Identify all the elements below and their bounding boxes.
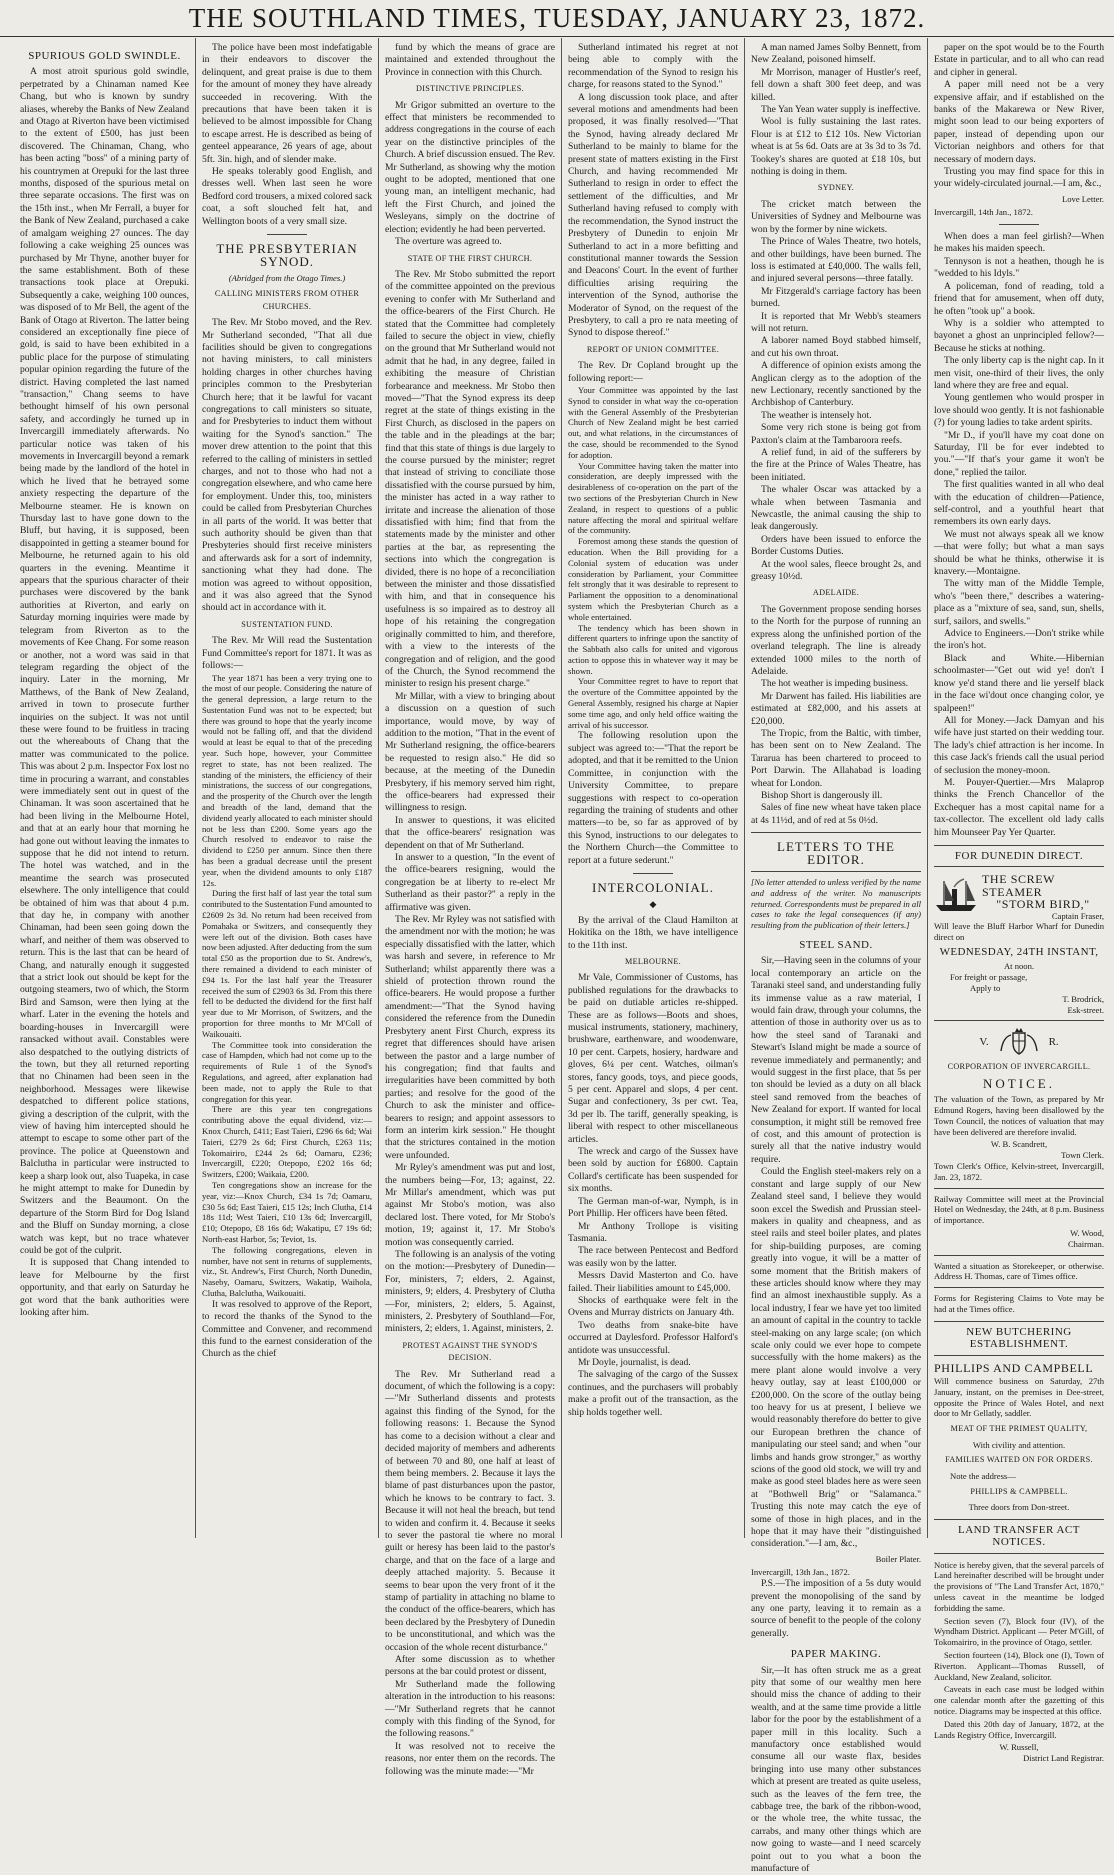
section-heading: LETTERS TO THE EDITOR.	[777, 839, 895, 867]
ad-body: The valuation of the Town, as prepared by Mr Edmund Rogers, having been disallowed by the Town Council, the notices of valuation that may have been delivered are therefore invalid.	[934, 1094, 1104, 1137]
news-item: Mr Darwent has failed. His liabilities are estimated at £82,000, and his assets at £20,000.	[751, 690, 921, 727]
masthead	[0, 0, 1114, 37]
divider	[934, 1020, 1104, 1021]
ad-signer-title: District Land Registrar.	[1023, 1753, 1104, 1764]
ad-signer: W. Wood,	[1070, 1227, 1104, 1238]
ad-land	[934, 1560, 1104, 1764]
section-subheading: PROTEST AGAINST THE SYNOD'S DECISION.	[402, 1340, 538, 1363]
article-paragraph: fund by which the means of grace are maintained and extended throughout the Province in connection with this Church.	[385, 42, 555, 78]
news-item: The Government propose sending horses to the North for the purpose of running an express along the unfinished portion of the overland telegraph. The line is already extended 1000 miles to the north of Adelaide.	[751, 603, 921, 677]
letter-paragraph: Sir,—Having seen in the columns of your local contemporary an article on the Taranaki steel sand, and understanding fully its immense value as a raw material, I would fain draw, through your columns, the attention of those in authority over us as to how the steel sand of Taranaki and Stewart's Island might be made a source of revenue immediately and permanently; and would suggest in the first place, that 5s per ton should be levied as a duty on all black steel sand removed from the beaches of New Zealand for export. If wanted for local consumption, it might still be removed free of cost, and this amount of protection is surely all that the native industry would require.	[751, 955, 921, 1165]
news-item: Mr Doyle, journalist, is dead.	[578, 1356, 691, 1368]
coat-of-arms-icon	[997, 1027, 1041, 1057]
ad-time: At noon.	[1003, 961, 1035, 972]
news-item: Mr Vale, Commissioner of Customs, has published regulations for the drawbacks to be paid on dutiable articles re-shipped. These are as follows—Boots and shoes, musical instruments, stationery, machinery, brushware, earthenware, and woodenware, 10 per cent. Carpets, hosiery, hardware and gloves, 6¼ per cent. Watches, oilman's stores, fancy goods, toys, and piece goods, 5 per cent. Apparel and slops, 4 per cent. Sugar and confectionery, 3s per cwt. Tea, 3d per lb. The tariff, generally speaking, is liberal with respect to other miscellaneous articles.	[568, 972, 738, 1145]
news-item: Mr Fitzgerald's carriage factory has been burned.	[751, 285, 921, 310]
article-paragraph: It was resolved to approve of the Report, to record the thanks of the Synod to the Committee and Convener, and recommend this fund to the earnest consideration of the Church as the chief	[202, 1298, 372, 1360]
report-paragraph: Your Committee was appointed by the last Synod to consider in what way the co-operation with the General Assembly of the Presbyterian Church of New Zealand might be best carried out, and what relations, in the circumstances of the case, should be recommended to the Synod for adoption.	[568, 384, 738, 460]
paragraph-joke: All for Money.—Jack Damyan and his wife have just started on their wedding tour. The lady's chief attraction is her income. In this case Jack's friends call the usual period of seclusion the money-moon.	[934, 714, 1104, 776]
article-paragraph: It was resolved not to receive the reasons, nor enter them on the records. The following was the minute made:—"Mr	[385, 1740, 555, 1777]
news-item: The hot weather is impeding business.	[761, 678, 909, 690]
article-paragraph: In answer to questions, it was elicited that the office-bearers' resignation was dependent on that of Mr Sutherland.	[385, 814, 555, 851]
ad-agent-address: Esk-street.	[1067, 1004, 1104, 1015]
ad-name: PHILLIPS & CAMPBELL.	[970, 1486, 1068, 1496]
news-item: Mr Anthony Trollope is visiting Tasmania.	[568, 1220, 738, 1244]
ad-body: Railway Committee will meet at the Provincial Hotel on Wednesday, the 24th, at 8 p.m. Business of importance.	[934, 1193, 1104, 1226]
ad-line: FAMILIES WAITED ON FOR ORDERS.	[945, 1455, 1093, 1465]
masthead-title: THE SOUTHLAND TIMES, TUESDAY, JANUARY 23, 1872.	[188, 2, 926, 33]
letter-dateline: Invercargill, 14th Jan., 1872.	[934, 207, 1033, 218]
article-paragraph: Mr Millar, with a view to bringing about a discussion on a question of such importance, would move, by way of addition to the motion, "That in the event of Mr Sutherland resigning, the office-bearers be requested to resign also." He did so because, at the meeting of the Dunedin Presbytery, if his memory served him right, the office-bearers had expressed their willingness to resign.	[385, 690, 555, 814]
news-item: Some very rich stone is being got from Paxton's claim at the Tambaroora reefs.	[751, 422, 921, 446]
section-subheading: CALLING MINISTERS FROM OTHER CHURCHES.	[214, 289, 360, 311]
crest-letter: R.	[1048, 1036, 1059, 1049]
ad-body: Will commence business on Saturday, 27th January, instant, on the premises in Dee-street, opposite the Prince of Wales Hotel, and next door to Mr Gellatly, saddler.	[934, 1375, 1104, 1419]
paragraph-joke: The first qualities wanted in all who deal with the education of children—Patience, self-control, and a youthful heart that remembers its own early days.	[934, 479, 1104, 528]
news-item: The whaler Oscar was attacked by a whale when between Tasmania and Newcastle, the animal causing the ship to leak dangerously.	[751, 484, 921, 533]
article-paragraph: The Rev. Mr Stobo submitted the report of the committee appointed on the previous evening to confer with Mr Sutherland and the office-bearers of the First Church. He stated that the Committee had completely failed to secure the object in view, chiefly on the ground that Mr Sutherland would not admit that he had, in any degree, failed in exhibiting the measure of Christian forbearance and meekness. Mr Stobo then moved—"That the Synod express its deep regret at the state of things existing in the First Church, as disclosed in the papers on the table and in the pleadings at the bar; find that this state of things is due largely to the course pursued by the minister; regret that instead of striving to conciliate those dissatisfied with the course pursued by him, the minister has acted in a way rather to irritate and increase the alienation of those dissatisfied with him; find that from the statements made by the minister and other parties at the bar, as representing the sections into which the congregation is divided, there is no hope of a reconciliation between the minister and those dissatisfied with him, and that in consequence his usefulness is so impaired as to destroy all hope of his retaining the congregation originally committed to him, and therefore, with a view to the interests of the congregation and of religion, and the good of the Church, the Synod recommend the minister to resign his present charge."	[385, 268, 555, 690]
paragraph-joke: The only liberty cap is the night cap. In it men visit, one-third of their lives, the only land where they are free and equal.	[934, 355, 1104, 391]
ad-butchering	[934, 1362, 1104, 1513]
paragraph-joke: A policeman, fond of reading, told a friend that for amusement, when off duty, he often "took up" a book.	[934, 280, 1104, 317]
ad-title: PHILLIPS AND CAMPBELL	[934, 1360, 1094, 1375]
article-heading: SPURIOUS GOLD SWINDLE.	[28, 50, 181, 62]
ad-railway	[934, 1194, 1104, 1250]
news-item: It is reported that Mr Webb's steamers will not return.	[751, 310, 921, 334]
ship-captain: Captain Fraser,	[1051, 910, 1104, 921]
ad-dunedin	[934, 873, 1104, 1015]
column-4	[562, 40, 744, 1536]
article-paragraph: The Rev. Mr Will read the Sustentation Fund Committee's report for 1871. It was as follows:—	[202, 635, 372, 672]
news-item: Sales of fine new wheat have taken place at 4s 11½d, and of red at 5s 0½d.	[751, 802, 921, 826]
article-paragraph: By the arrival of the Claud Hamilton at Hokitika on the 18th, we have intelligence to the 11th inst.	[568, 914, 738, 951]
letter-paragraph: A paper mill need not be a very expensive affair, and if established on the banks of the Makarewa or New River, might soon lead to our being exporters of paper, instead of depending upon our Victorian neighbors and others for that necessary of modern days.	[934, 79, 1104, 165]
news-item: A relief fund, in aid of the sufferers by the fire at the Prince of Wales Theatre, has been initiated.	[751, 447, 921, 483]
paragraph-joke: Black and White.—Hibernian schoolmaster—"Get out wid ye! don't I know ye'd stand there and lie yerself black in the face wi'dout once changing color, ye spalpeen!"	[934, 652, 1104, 714]
article-paragraph: He speaks tolerably good English, and dresses well. When last seen he wore Bedford cord trousers, a mixed colored sack coat, a soft slouched felt hat, and Wellington boots of a very small size.	[202, 166, 372, 227]
notice-title: NOTICE.	[983, 1075, 1055, 1091]
article-paragraph: The police have been most indefatigable in their endeavors to discover the delinquent, and great praise is due to them for the amount of money they have already succeeded in recovering. With the precautions that have been taken it is believed to be almost impossible for Chang to escape arrest. He is described as being of genteel appearance, 26 years of age, about 5ft. 3in. high, and of slender make.	[202, 42, 372, 165]
report-paragraph: The Committee took into consideration the case of Hampden, which had not come up to the requirements of Rule 1 of the Synod's Regulations, and agreed, after explanation had been made, not to apply the Rule to that congregation for this year.	[202, 1039, 372, 1104]
news-item: The race between Pentecost and Bedford was easily won by the latter.	[568, 1245, 738, 1269]
dateline-label: ADELAIDE.	[812, 588, 860, 598]
ad-address: Three doors from Don-street.	[968, 1501, 1070, 1512]
section-subheading: DISTINCTIVE PRINCIPLES.	[416, 84, 524, 94]
section-subheading: SUSTENTATION FUND.	[241, 619, 333, 629]
ad-date: WEDNESDAY, 24TH INSTANT,	[939, 946, 1099, 958]
news-item: The Tropic, from the Baltic, with timber, has been sent on to New Zealand. The Tararua has been chartered to proceed to Port Darwin. The Allahabad is loading wheat for London.	[751, 727, 921, 789]
ad-signer: W. B. Scandrett,	[990, 1139, 1048, 1150]
letter-paragraph: Trusting you may find space for this in your widely-circulated journal.—I am, &c.,	[934, 166, 1104, 190]
article-paragraph: The Rev. Mr Sutherland read a document, of which the following is a copy:—"Mr Sutherland dissents and protests against this finding of the Synod, for the following reasons: 1. Because the Synod has come to a decision without a clear and decided majority of members and adherents of between 70 and 80, one half at least of them being members. 2. Because it lays the blame of past disturbances upon the pastor, which he knows to be contrary to fact. 3. Because it will not heal the breach, but tend to widen and confirm it. 4. Because it seeks to sever the pastoral tie where no moral guilt or heresy has been laid to the pastor's charge, and that on the face of a large and deeply attached majority. 5. Because it seems to bear upon the very front of it the stamp of partiality in attaching no blame to the conduct of the office-bearers, which has been declared by the Presbytery of Dunedin to be unconstitutional, and which was the occasion of the whole recent disturbance."	[385, 1368, 555, 1653]
royal-crest	[934, 1027, 1104, 1057]
article-heading: INTERCOLONIAL.	[592, 879, 714, 895]
letter-heading: STEEL SAND.	[799, 938, 873, 951]
ad-line: Note the address—	[950, 1470, 1016, 1481]
news-item: Two deaths from snake-bite have occurred at Daylesford. Professor Halford's antidote was unsuccessful.	[568, 1319, 738, 1356]
editorial-note: [No letter attended to unless verified by the name and address of the writer. No manuscripts returned. Correspondents must be prepared in all cases to take the legal consequences (if any) resulting from the publication of their letters.]	[751, 877, 921, 931]
article-paragraph: After some discussion as to whether persons at the bar could protest or dissent,	[385, 1654, 555, 1678]
letter-paragraph: Could the English steel-makers rely on a constant and large supply of our New Zealand steel sand, I believe they would soon excel the Swedish and Prussian steel-makers in quality and cheapness, and as steel rails and steel boiler plates, and plates for ship-building purposes, are coming greatly into vogue, it will be a matter of some moment that the British makers of these articles should know where they may find an almost inexhaustible supply. As a local industry, I fear we have yet too limited an amount of capital in the country to tackle steel-making on any large scale; (on which scale only could we ever hope to compete successfully with the home makers) as the mere plant alone would involve a very heavy outlay, say at least £100,000 or £200,000. On the score of the outlay being too heavy for us at present, I believe we would reasonably therefore do better to give our European brethren the chance of manipulating our steel sand; and when "our limbs and hands grow stronger," as worthy scions of the good old stock, we will try and make as good steel blades here as were seen at "Bothwell Brig" or "Salamanca." Trusting this note may catch the eye of some of those in high places, and in the hope that it may have their "distinguished consideration."—I am, &c.,	[751, 1166, 921, 1550]
paragraph-joke: When does a man feel girlish?—When he makes his maiden speech.	[934, 231, 1104, 255]
article-paragraph: The Rev. Mr Ryley was not satisfied with the amendment nor with the motion; he was especially dissatisfied with the latter, which was harsh and severe, in reference to Mr Sutherland; whilst apparently there was a shield of protection thrown round the office-bearers. He would propose a further amendment:—"That the Synod having considered the reference from the Dunedin Presbytery anent First Church, express its regret that differences should have arisen between the pastor and a large number of his congregation; find that faults and irregularities have been committed by both parties; and resolve for the good of the Church to ask the minister and office-bearers to resign; and appoint assessors to form an interim kirk session." He thought that the strictures contained in the motion were unfounded.	[385, 914, 555, 1161]
ad-header: LAND TRANSFER ACT NOTICES.	[934, 1519, 1104, 1554]
article-paragraph: Sutherland intimated his regret at not being able to comply with the recommendation of the Synod to resign his charge, for reasons stated to the Synod."	[568, 42, 738, 91]
article-heading: THE PRESBYTERIAN SYNOD.	[216, 241, 358, 269]
letter-paragraph: Sir,—It has often struck me as a great pity that some of our wealthy men here should miss the chance of adding to their wealth, and at the same time provide a little labor for the poor by the establishment of a paper mill in this locality. Such a manufactory once established would consume all our waste flax, besides bringing into use many other substances which at present are treated as quite useless, such as the leaves of the fern tree, the cabbage tree, the bark of the ribbon-wood, or the whole tree, the white tussac, the carrabs, and many other things which are now going to waste—and I need scarcely point out to you what a boon the manufacture of	[751, 1664, 921, 1875]
news-item: Wool is fully sustaining the last rates. Flour is at £12 to £12 10s. New Victorian wheat is at 5s 6d. Oats are at 3s 3d to 3s 7d. Tookey's shares are quoted at £18 10s, but nothing is doing in them.	[751, 116, 921, 178]
paragraph-joke: Why is a soldier who attempted to bayonet a ghost an unprincipled fellow?—Because he sticks at nothing.	[934, 317, 1104, 354]
ad-agent: T. Brodrick,	[1062, 993, 1104, 1004]
news-item: At the wool sales, fleece brought 2s, and greasy 10½d.	[751, 558, 921, 583]
divider	[267, 234, 307, 235]
article-paragraph: The following resolution upon the subject was agreed to:—"That the report be adopted, and that it be remitted to the Union Committee, in conjunction with the University Committee, to prepare suggestions with respect to co-operation regarding the training of students and other matters—to be, so far as approved of by this Synod, instructions to our delegates to the Northern Church—the Committee to report at a future sederunt."	[568, 730, 738, 866]
paragraph-joke: The witty man of the Middle Temple, who's "been there," describes a watering-place as a "mixture of sea, sand, sun, shells, surf, sailors, and swells."	[934, 578, 1104, 627]
column-5	[745, 40, 927, 1875]
column-3	[379, 40, 561, 1777]
news-item: A man named James Solby Bennett, from New Zealand, poisoned himself.	[751, 42, 921, 66]
letter-signature: Boiler Plater.	[875, 1553, 921, 1564]
article-paragraph: The following is an analysis of the voting on the motion:—Presbytery of Dunedin—For, ministers, 7; elders, 2. Against, ministers, 9; elders, 4. Presbytery of Clutha—For, ministers, 2; elders, 5. Against, ministers, 2. Presbytery of Southland—For, ministers, 2; elders, 1. Against, ministers, 2.	[385, 1249, 555, 1335]
report-paragraph: Your Committee regret to have to report that the overture of the Committee appointed by the General Assembly, resigned his charge at Napier some time ago, and only held office waiting the arrival of his successor.	[568, 676, 738, 730]
ad-body: Will leave the Bluff Harbor Wharf for Dunedin direct on	[934, 921, 1104, 943]
column-6	[928, 40, 1110, 1764]
article-paragraph: The Rev. Mr Stobo moved, and the Rev. Mr Sutherland seconded, "That all due facilities should be given to congregations not having ministers, to call ministers holding charges in other churches having principles common to the Presbyterian Church here; that it be lawful for vacant congregations to call ministers so situate, and for Presbyteries to induct them without waiting for the Synod's sanction." The mover drew attention to the point that this referred to the calling of ministers in settled charges, and not to those who had not a congregation elsewhere, and who came here for employment. Under this, too, ministers could be called from Presbyterian Churches in all parts of the world. It was better that such authority should be given than that Presbyteries should first receive ministers and afterwards ask for a sort of indemnity, sanctioning what they had done. The motion was agreed to without opposition, and it was also agreed that the Synod should act in accordance with it.	[202, 317, 372, 614]
ad-signer-title: Town Clerk.	[1061, 1150, 1104, 1161]
news-item: A difference of opinion exists among the Anglican clergy as to the adoption of the new Lectionary, recently sanctioned by the Archbishop of Canterbury.	[751, 360, 921, 409]
dateline-label: SYDNEY.	[817, 183, 855, 193]
section-subheading: STATE OF THE FIRST CHURCH.	[407, 253, 533, 263]
news-item: A laborer named Boyd stabbed himself, and cut his own throat.	[751, 335, 921, 359]
ornament-icon: ◆	[649, 899, 657, 910]
report-paragraph: The year 1871 has been a very trying one to the most of our people. Considering the nature of the general depression, a large return to the Sustentation Fund was not to be expected; but there was ground to hope that the yearly income would not be falling off, and that the dividend would at least be equal to that of the preceding year. Such hope, however, your Committee regret to state, has not been realized. The standing of the ministers, the efficiency of their ministrations, the success of our congregations, and the prosperity of the Church over the length and breadth of the land, demand that the dividend yearly allocated to each minister should not be less than £200. Some years ago the Church resolved to endeavor to raise the dividend to £250 per annum. Since then there has been a gradual decrease until the present year, when the dividend amounts to only £187 12s.	[202, 672, 372, 888]
letter-postscript: P.S.—The imposition of a 5s duty would prevent the monopolising of the sand by any one party, leaving it to remain as a source of benefit to the people of the colony generally.	[751, 1578, 921, 1639]
report-paragraph: The following congregations, eleven in number, have not sent in returns of supplements, viz., St. Andrew's, First Church, North Dunedin, Naseby, Oamaru, Switzers, Wakatip, Waihola, Clutha, Balclutha, Waikouaiti.	[202, 1244, 372, 1298]
ad-forms: Forms for Registering Claims to Vote may be had at the Times office.	[934, 1293, 1104, 1314]
ad-corporation	[934, 1027, 1104, 1182]
ad-signer: W. Russell,	[999, 1742, 1039, 1753]
ad-header: NEW BUTCHERING ESTABLISHMENT.	[934, 1321, 1104, 1356]
ad-section: Section fourteen (14), Block one (I), Town of Riverton. Applicant—Thomas Russell, of Auckland, New Zealand, solicitor.	[934, 1649, 1104, 1682]
ad-section: Caveats in each case must be lodged within one calendar month after the gazetting of this notice. Diagrams may be inspected at this office.	[934, 1684, 1104, 1716]
paragraph-joke: Tennyson is not a heathen, though he is "wedded to his Idyls."	[934, 255, 1104, 280]
paragraph-joke: We must not always speak all we know—that were folly; but what a man says should be what he thinks, otherwise it is knavery.—Montaigne.	[934, 528, 1104, 578]
ad-apply: Apply to	[970, 983, 1001, 993]
article-paragraph: A most atroit spurious gold swindle, perpetrated by a Chinaman named Kee Chang, but who is known by sundry aliases, whereby the Banks of New Zealand and Otago at Riverton have been victimised to the extent of £500, has just been discovered. The Chinaman, Chang, who has been acting "boss" of a mining party of his countrymen at Orepuki for the last three months, disposed of the spurious metal on three separate occasions. The first was on the 15th inst., when Mr Ferrall, a buyer for the Bank of New Zealand, purchased a cake of amalgam weighing 27 ounces. The day following a cake weighing 25 ounces was purchased by Mr Thyne, another buyer for the same establishment. Both of these transactions took place at Orepuki. Subsequently a cake, weighing 100 ounces, was disposed of to Mr Bell, the agent of the Bank of Otago at Riverton. The latter being considered an exceptionally fine piece of gold, is said to have been exhibited in a public place for the purpose of stimulating popular opinion regarding the future of the district. Having completed the last named "transaction," Chang seems to have bethought himself of his own personal safety, and accordingly he turned up in Invercargill immediately afterwards. No particular notice was taken of his movements in Invercargill beyond a remark being made by the landlord of the hotel in which he lived that he betrayed some anxiety respecting the departure of the Melbourne steamer. He is known on Thursday last to have gone down to the Bluff, but having, it is supposed, been disappointed in getting a steamer bound for Melbourne, he returned again to his old quarters in the evening. Meantime it appears that the spurious character of their purchases were discovered by the bank authorities at Riverton, and early on Saturday morning inquiries were made by telegram from Riverton as to the movements of Kee Chang. For some reason or another, not a word was said in that telegram regarding the object of the inquiry. Later in the morning, Mr Matthews, of the Bank of New Zealand, arrived in town to prosecute further inquiries on the subject. It was not until these were found to be fruitless in tracing out the whereabouts of Chang that the matter was communicated to the police. This was about 2 p.m. Inspector Fox lost no time in procuring a warrant, and constables were immediately sent out in quest of the Chinaman. It was soon ascertained that he had been living in the Melbourne Hotel, and that at an early hour that morning he had gone out without leaving the inmates to suppose that he did not intend to return. The hotel was watched, and in the meantime the search was prosecuted elsewhere. The only intelligence that could be obtained of him was that about 4 p.m. that day he, in company with another Chinaman, had been seen going down the wharf, and neither of them was observed to return. This is the last that can be heard of Chang, and naturally enough it suggested that a strict look out should be kept for the outgoing steamers, two of which, the Storm Bird and Samson, were then lying at the wharf. Later in the evening the hotels and boarding-houses in Invercargill were ransacked without avail. Constables were also despatched to the outlying districts of the town, but they all returned reporting that no Chinamen had been seen in the neighborhood. Messages were likewise despatched to different police stations, giving a description of the culprit, with the view of having him intercepted should he attempt to escape to some other part of the province. The police at Queenstown and Balclutha in particular were instructed to keep a sharp look out, also Tuapeka, in case he might attempt to make for Dunedin by Switzers and the Beaumont. On the departure of the Storm Bird for Dog Island and the Bluff on Sunday morning, a close watch was kept, but no trace whatever could be got of the culprit.	[20, 66, 189, 1256]
divider	[751, 832, 921, 833]
ad-header: FOR DUNEDIN DIRECT.	[934, 845, 1104, 867]
section-subheading: REPORT OF UNION COMMITTEE.	[586, 344, 720, 354]
divider	[934, 1287, 1104, 1288]
paragraph-joke: M. Pouyer-Quertier.—Mrs Malaprop thinks the French Chancellor of the Exchequer has a most capital name for a tax-collector. The excellent old lady calls him Mounseer Pay Yer Quarter.	[934, 776, 1104, 838]
report-paragraph: Your Committee having taken the matter into consideration, are deeply impressed with the desirableness of co-operation on the part of the two sections of the Presbyterian Church in New Zealand, in respect to questions of a public nature affecting the moral and spiritual welfare of the community.	[568, 460, 738, 536]
article-source: (Abridged from the Otago Times.)	[228, 272, 346, 283]
column-1	[14, 40, 195, 1536]
article-paragraph: Mr Ryley's amendment was put and lost, the numbers being—For, 13; against, 22. Mr Millar's amendment, which was put against Mr Stobo's motion, was also declared lost. There voted, for Mr Stobo's motion, 19; against it, 17. Mr Stobo's motion was consequently carried.	[385, 1162, 555, 1248]
report-paragraph: Foremost among these stands the question of education. When the Bill providing for a Colonial system of education was under consideration by Parliament, your Committee felt strongly that it was desirable to represent to Parliament the opposition to a denominational system which the Presbyterian Church as a whole entertained.	[568, 536, 738, 622]
news-item: Mr Morrison, manager of Hustler's reef, fell down a shaft 300 feet deep, and was killed.	[751, 66, 921, 103]
letter-paragraph: paper on the spot would be to the Fourth Estate in particular, and to all who can read and cipher in general.	[934, 42, 1104, 78]
report-paragraph: The tendency which has been shown in different quarters to infringe upon the sanctity of the Sabbath also calls for united and vigorous action to oppose this in whatever way it may be shown.	[568, 622, 738, 676]
article-paragraph: The overture was agreed to.	[395, 236, 502, 248]
ad-title: CORPORATION OF INVERCARGILL.	[947, 1062, 1091, 1072]
dateline-label: MELBOURNE.	[625, 956, 681, 966]
article-paragraph: It is supposed that Chang intended to leave for Melbourne by the first opportunity, and that early on Saturday he got word that the bank authorities were looking after him.	[20, 1257, 189, 1319]
paragraph-joke: Young gentlemen who would prosper in love should woo gently. It is not fashionable (?) for young ladies to take ardent spirits.	[934, 392, 1104, 429]
news-item: The salvaging of the cargo of the Sussex continues, and the purchasers will probably make a profit out of the transaction, as the ship holds together well.	[568, 1369, 738, 1418]
report-paragraph: There are this year ten congregations contributing above the equal dividend, viz:—Knox Church, £411; East Taieri, £296 6s 6d; Wai Taieri, £279 2s 6d; First Church, £263 11s; Tokomairiro, £244 2s 6d; Oamaru, £236; Invercargill, £220; Otepopo, £202 16s 6d; Switzers, £200; Waikaia, £200.	[202, 1104, 372, 1180]
paragraph-joke: "Mr D., if you'll have my coat done on Saturday, I'll be for ever indebted to you."—"If that's your game it won't be done," replied the tailor.	[934, 429, 1104, 478]
ad-dated: Dated this 20th day of January, 1872, at the Lands Registry Office, Invercargill.	[934, 1718, 1104, 1740]
letter-dateline: Invercargill, 13th Jan., 1872.	[751, 1567, 850, 1578]
article-paragraph: A long discussion took place, and after several motions and amendments had been proposed, it was finally resolved—"That the Synod, having already declared Mr Sutherland to be mainly to blame for the present state of matters existing in the First Church, and having recommended Mr Sutherland to resign in order to effect the settlement of the difficulties, and Mr Sutherland having refused to comply with the recommendation, the Synod instruct the Presbytery of Dunedin to enjoin Mr Sutherland to act in a more befitting and constitutional manner towards the Session and Deacons' Court. In the event of further difficulties arising requiring the intervention of the Synod, authorise the Moderator of Synod, on the request of the Presbytery, to call a pro re nata meeting of Synod to dispose thereof."	[568, 91, 738, 339]
news-item: Shocks of earthquake were felt in the Ovens and Murray districts on January 4th.	[568, 1294, 738, 1319]
letter-signature: Love Letter.	[1062, 193, 1104, 204]
ad-apply: For freight or passage,	[950, 972, 1028, 983]
news-item: The weather is intensely hot.	[761, 409, 872, 421]
article-paragraph: Mr Sutherland made the following alteration in the introduction to his reasons:—"Mr Sutherland regrets that he cannot comply with this finding of the Synod, for the following reasons."	[385, 1678, 555, 1740]
ad-office: Town Clerk's Office, Kelvin-street, Invercargill, Jan. 23, 1872.	[934, 1160, 1104, 1182]
news-item: The wreck and cargo of the Sussex have been sold by auction for £6800. Captain Collard's certificate has been suspended for six months.	[568, 1146, 738, 1195]
divider	[999, 224, 1039, 225]
crest-letter: V.	[979, 1036, 989, 1049]
ad-line: With civility and attention.	[972, 1439, 1066, 1450]
news-item: The German man-of-war, Nymph, is in Port Phillip. Her officers have been fêted.	[568, 1195, 738, 1220]
divider	[751, 871, 921, 872]
ad-signer-title: Chairman.	[1067, 1238, 1104, 1249]
divider	[934, 1255, 1104, 1256]
ad-body: Notice is hereby given, that the several parcels of Land hereinafter described will be brought under the provisions of "The Land Transfer Act, 1870," unless caveat in the meantime be lodged forbidding the same.	[934, 1559, 1104, 1613]
news-item: Orders have been issued to enforce the Border Customs Duties.	[751, 533, 921, 558]
ad-section: Section seven (7), Block four (IV), of the Wyndham District. Applicant — Peter M'Gill, of Tokomairiro, in the province of Otago, settler.	[934, 1615, 1104, 1648]
ship-line: THE SCREW STEAMER	[982, 872, 1055, 899]
report-paragraph: During the first half of last year the total sum contributed to the Sustentation Fund amounted to £2609 2s 3d. No return had been received from Pomahaka or Switzers, and consequently they were left out of the division. Both cases have now been adjusted. After deducting from the sum total £50 as the proportion due to St. Andrew's, there remained a dividend to each minister of £94 1s. For the last half year the Treasurer received the sum of £2903 6s 3d. From this there fell to be deducted the dividend for the first half year due to Mr Morrison, of Switzers, and the proportion for three months to Mr M'Coll of Waikouaiti.	[202, 888, 372, 1039]
news-item: The cricket match between the Universities of Sydney and Melbourne was won by the former by nine wickets.	[751, 198, 921, 235]
ad-line: MEAT OF THE PRIMEST QUALITY,	[950, 1424, 1088, 1434]
ad-wanted: Wanted a situation as Storekeeper, or otherwise. Address H. Thomas, care of Times office.	[934, 1260, 1104, 1282]
news-item: Bishop Short is dangerously ill.	[761, 789, 883, 801]
paragraph-joke: Advice to Engineers.—Don't strike while the iron's hot.	[934, 628, 1104, 652]
news-item: Messrs David Masterton and Co. have failed. Their liabilities amount to £45,000.	[568, 1270, 738, 1294]
ship-name: "STORM BIRD,"	[996, 897, 1090, 912]
letter-heading: PAPER MAKING.	[790, 1648, 882, 1661]
divider	[934, 1188, 1104, 1189]
article-paragraph: The Rev. Dr Copland brought up the following report:—	[568, 360, 738, 384]
article-paragraph: Mr Grigor submitted an overture to the effect that ministers be recommended to address congregations in the course of each year on the distinctive principles of the Church. A brief discussion ensued. The Rev. Mr Sutherland, as showing why the motion ought to be adopted, mentioned that one young man, an intelligent mechanic, had left the First Church, and joined the Wesleyans, simply on the doctrine of election; evidently he had been perverted.	[385, 99, 555, 235]
steamship-icon	[934, 875, 978, 915]
divider	[633, 873, 673, 874]
news-item: The Yan Yean water supply is ineffective.	[761, 104, 921, 116]
article-paragraph: In answer to a question, "In the event of the office-bearers resigning, would the congregation be at liberty to re-elect Mr Sutherland as their pastor?" a reply in the affirmative was given.	[385, 852, 555, 913]
news-item: The Prince of Wales Theatre, two hotels, and other buildings, have been burned. The loss is estimated at £40,000. The walls fell, and injured several persons—three fatally.	[751, 236, 921, 285]
column-2	[196, 40, 378, 1536]
report-paragraph: Ten congregations show an increase for the year, viz:—Knox Church, £34 1s 7d; Oamaru, £30 5s 6d; East Taieri, £15 12s; Inch Clutha, £14 18s 11d; West Taieri, £10 13s 6d; Invercargill, £10; Otepopo, £8 16s 6d; Wakatipu, £7 19s 6d; North-east Harbor, 5s; Teviot, 1s.	[202, 1179, 372, 1244]
